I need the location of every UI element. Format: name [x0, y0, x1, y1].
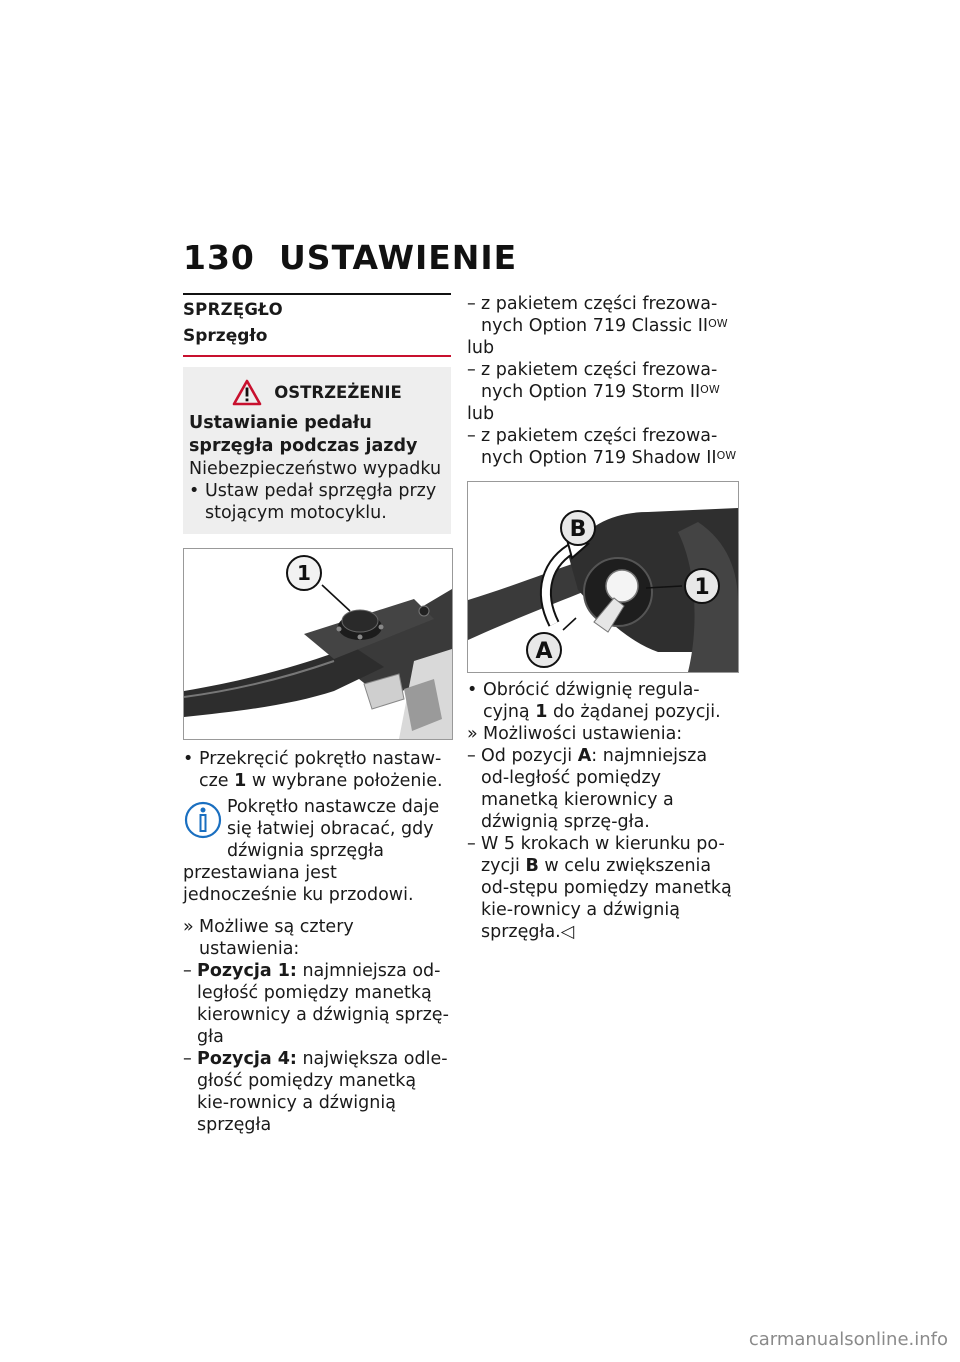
option-storm	[467, 359, 739, 403]
callout-1: 1	[694, 575, 710, 600]
info-icon	[183, 796, 223, 844]
setting-position-1	[183, 960, 451, 1048]
left-column	[183, 293, 451, 1136]
clutch-lever-illustration	[184, 549, 452, 739]
option-ow-mark: OW	[708, 317, 728, 330]
dash-mark: –	[467, 360, 476, 380]
adjuster-lever-illustration	[468, 482, 738, 672]
option-ow-mark: OW	[700, 383, 720, 396]
step-text: w wybrane położenie.	[246, 771, 443, 791]
callout-b: B	[569, 517, 587, 542]
dash-mark: –	[183, 961, 192, 981]
setting-text: Od pozycji	[481, 746, 578, 766]
step-text: Obrócić dźwignię regula-cyjną	[483, 680, 700, 722]
setting-label: B	[525, 856, 539, 876]
section-subtitle: Sprzęgło	[183, 325, 451, 357]
option-classic	[467, 293, 739, 337]
info-note	[183, 796, 451, 906]
setting-position-a	[467, 745, 739, 833]
arrow-mark: »	[183, 917, 194, 937]
watermark: carmanualsonline.info	[748, 1329, 948, 1350]
dash-mark: –	[183, 1049, 192, 1069]
callout-a: A	[535, 639, 553, 664]
page-header	[183, 238, 517, 277]
bullet-mark: •	[189, 481, 200, 501]
option-text: z pakietem części frezowa-nych Option 719 Shadow II	[481, 426, 718, 468]
setting-text: w celu zwiększenia od-stępu pomiędzy manetką kie-rownicy a dźwignią sprzęgła.	[481, 856, 732, 942]
option-or: lub	[467, 338, 495, 358]
dash-mark: –	[467, 746, 476, 766]
setting-text: : najmniejsza od-ległość pomiędzy manetką kierownicy a dźwignią sprzę-gła.	[481, 746, 708, 832]
settings-possible-text: Możliwości ustawienia:	[483, 724, 683, 744]
setting-position-4	[183, 1048, 451, 1136]
warning-label: OSTRZEŻENIE	[274, 382, 402, 402]
step-text: Przekręcić pokrętło nastaw-	[199, 749, 442, 769]
option-ow-mark: OW	[716, 449, 737, 462]
settings-possible	[467, 723, 739, 745]
arrow-mark: »	[467, 724, 478, 744]
right-column	[467, 293, 739, 943]
settings-intro-text: Możliwe są cztery ustawienia:	[199, 917, 354, 959]
step-turn-lever	[467, 679, 739, 723]
page-number: 130	[183, 238, 255, 277]
step-ref: 1	[234, 771, 247, 791]
warning-title: Ustawianie pedału sprzęgła podczas jazdy	[189, 413, 418, 456]
step-ref: 1	[535, 702, 548, 722]
option-or: lub	[467, 404, 495, 424]
dash-mark: –	[467, 426, 476, 446]
step-text: cze	[199, 771, 235, 791]
warning-action-text: Ustaw pedał sprzęgła przy stojącym motocyklu.	[205, 481, 437, 523]
dash-mark: –	[467, 294, 476, 314]
clutch-lever-figure	[183, 548, 453, 740]
setting-label: Pozycja 1:	[197, 961, 297, 981]
bullet-mark: •	[467, 680, 478, 700]
adjuster-lever-figure	[467, 481, 739, 673]
end-of-section-mark: ◁	[560, 922, 575, 942]
bullet-mark: •	[183, 749, 194, 769]
warning-triangle-icon	[232, 379, 262, 406]
setting-text: największa odle-głość pomiędzy manetką kie-rownicy a dźwignią sprzęgła	[197, 1049, 448, 1135]
option-text: z pakietem części frezowa-nych Option 719 Storm II	[481, 360, 718, 402]
setting-position-b	[467, 833, 739, 943]
warning-header	[189, 379, 445, 406]
setting-text: najmniejsza od-ległość pomiędzy manetką kierownicy a dźwignią sprzę-gła	[197, 961, 449, 1047]
setting-label: Pozycja 4:	[197, 1049, 297, 1069]
warning-box	[183, 367, 451, 534]
dash-mark: –	[467, 834, 476, 854]
warning-hazard: Niebezpieczeństwo wypadku	[189, 459, 442, 479]
info-text: Pokrętło nastawcze daje się łatwiej obracać, gdy dźwignia sprzęgła przestawiana jest jednocześnie ku przodowi.	[183, 797, 440, 905]
callout-1: 1	[297, 561, 311, 585]
section-title: SPRZĘGŁO	[183, 300, 283, 319]
option-text: z pakietem części frezowa-nych Option 719 Classic II	[481, 294, 718, 336]
option-shadow	[467, 425, 739, 469]
section-rule	[183, 293, 451, 295]
step-turn-knob	[183, 748, 451, 792]
warning-action	[189, 480, 445, 524]
step-text: do żądanej pozycji.	[547, 702, 721, 722]
chapter-title: USTAWIENIE	[279, 238, 518, 277]
settings-intro	[183, 916, 451, 960]
setting-text: W 5 krokach w kierunku po-zycji	[481, 834, 725, 876]
setting-label: A	[577, 746, 592, 766]
